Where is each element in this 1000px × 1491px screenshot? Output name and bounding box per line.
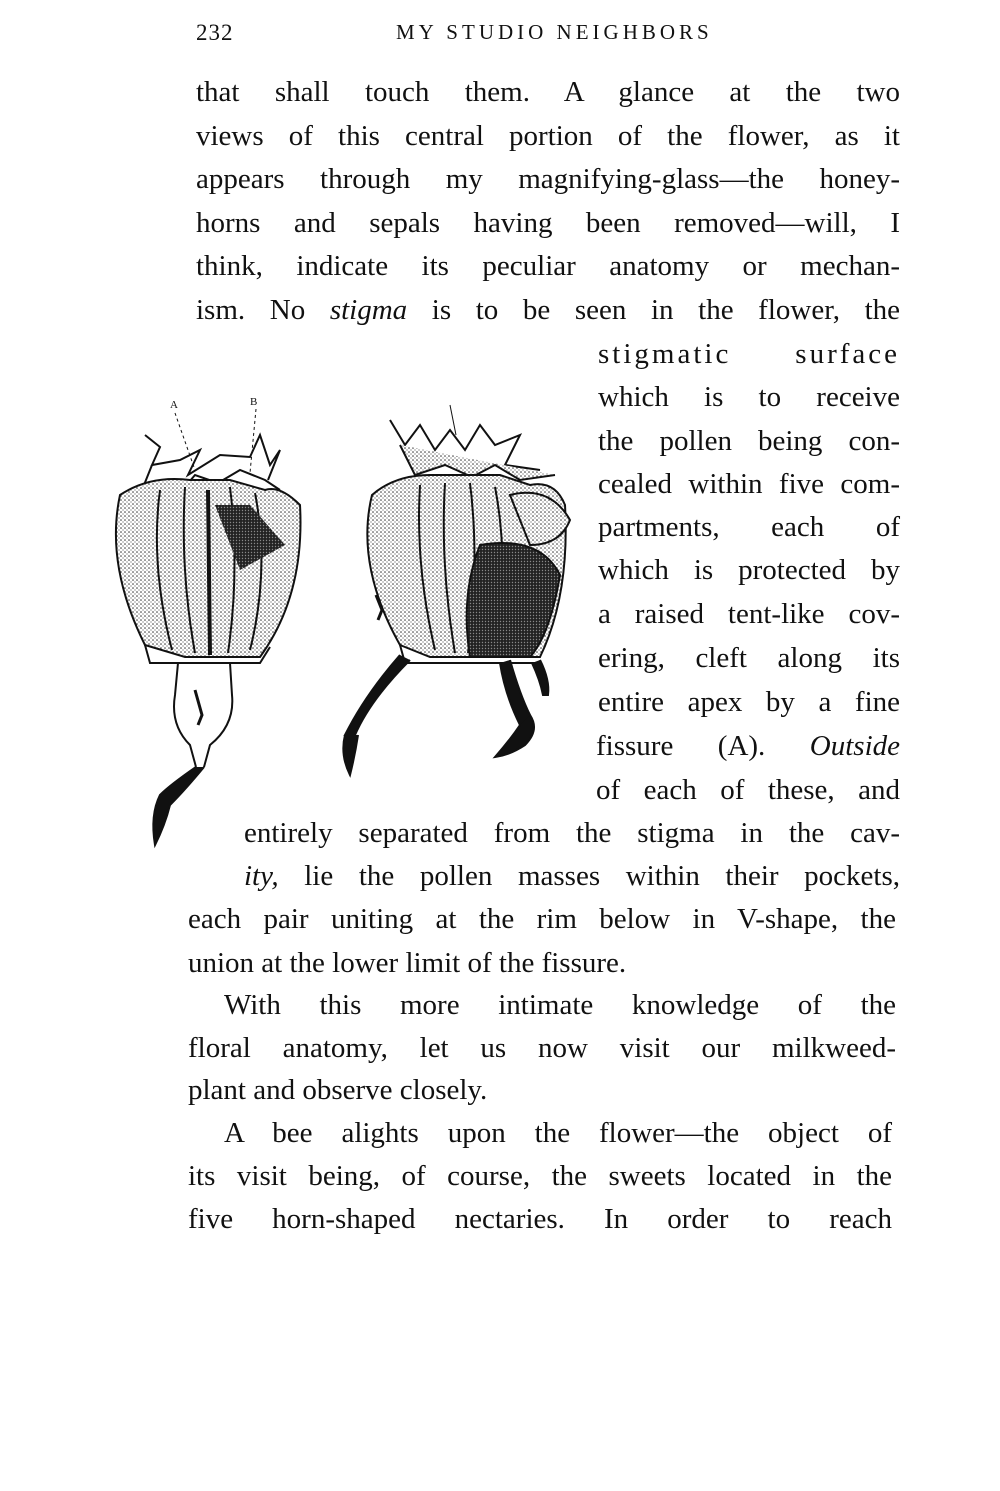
text-span: lie the pollen masses within their pockets,	[278, 860, 900, 892]
text-line-25: A bee alights upon the flower—the object of	[224, 1117, 892, 1149]
text-line-2: views of this central portion of the flower, as it	[196, 120, 900, 152]
text-span: is to be seen in the flower, the	[407, 294, 900, 326]
flower-view-a	[116, 396, 301, 845]
text-line-18: entirely separated from the stigma in the cav-	[244, 817, 900, 849]
text-line-20: each pair uniting at the rim below in V-shape, the	[188, 903, 896, 935]
fig-label-a: A	[170, 399, 178, 411]
text-line-13: a raised tent-like cov-	[598, 598, 900, 630]
text-line-15: entire apex by a fine	[598, 686, 900, 718]
flower-illustration-svg	[100, 395, 580, 865]
flower-view-b	[343, 405, 570, 775]
text-line-27: five horn-shaped nectaries. In order to reach	[188, 1203, 892, 1235]
text-line-1: that shall touch them. A glance at the two	[196, 76, 900, 108]
text-line-9: the pollen being con-	[598, 425, 900, 457]
text-line-22: With this more intimate knowledge of the	[224, 989, 896, 1021]
italic-word-outside: Outside	[809, 730, 900, 762]
text-span: ism. No	[196, 294, 330, 326]
text-line-3: appears through my magnifying-glass—the honey-	[196, 163, 900, 195]
text-span: fissure (A).	[596, 730, 810, 762]
italic-word-ity: ity,	[244, 860, 279, 892]
text-line-17: of each of these, and	[596, 774, 900, 806]
page-number: 232	[196, 20, 234, 45]
text-line-10: cealed within five com-	[598, 468, 900, 500]
text-line-5: think, indicate its peculiar anatomy or mechan-	[196, 250, 900, 282]
text-line-12: which is protected by	[598, 554, 900, 586]
text-line-6	[196, 290, 900, 330]
text-line-11: partments, each of	[598, 511, 900, 543]
italic-word-stigma: stigma	[329, 294, 408, 326]
text-line-14: ering, cleft along its	[598, 642, 900, 674]
text-line-26: its visit being, of course, the sweets located in the	[188, 1160, 892, 1192]
flower-illustration	[100, 395, 580, 865]
text-line-8: which is to receive	[598, 381, 900, 413]
text-line-23: floral anatomy, let us now visit our milkweed-	[188, 1032, 896, 1064]
text-line-4: horns and sepals having been removed—will, I	[196, 207, 900, 239]
text-line-24: plant and observe closely.	[188, 1074, 488, 1106]
text-line-7: stigmatic surface	[598, 338, 900, 370]
running-title: MY STUDIO NEIGHBORS	[396, 20, 713, 44]
running-head	[196, 18, 896, 52]
text-line-16	[596, 726, 900, 766]
fig-label-b: B	[250, 396, 258, 408]
text-line-21: union at the lower limit of the fissure.	[188, 947, 627, 979]
